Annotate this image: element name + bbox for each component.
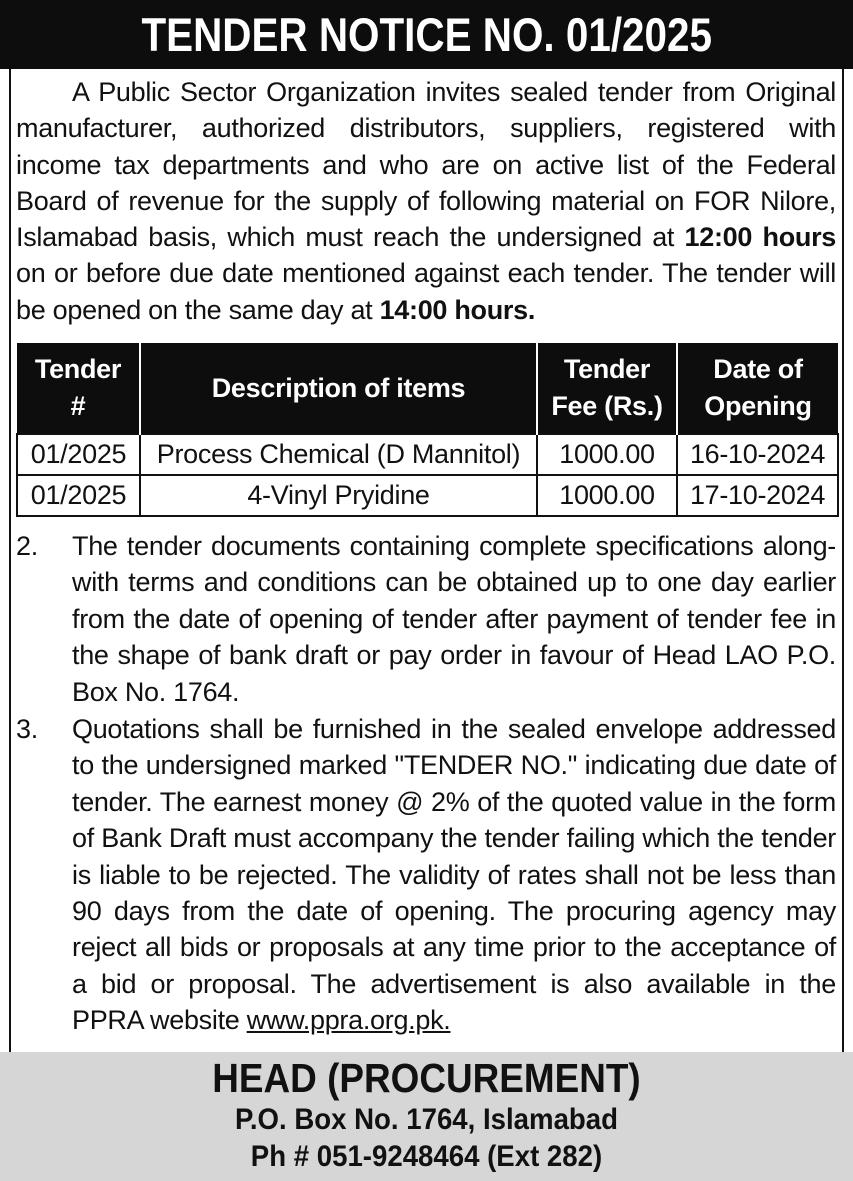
header-tender-fee: [537, 343, 677, 434]
cell-fee: 1000.00: [537, 434, 677, 475]
clause-2-text: The tender documents containing complete specifications along-with terms and conditions can be obtained up to one day earlier from the date of opening of tender after payment of tender fee in the shape of bank draft or pay order in favour of Head LAO P.O. Box No. 1764.: [72, 531, 836, 707]
office-title: HEAD (PROCUREMENT): [212, 1055, 641, 1101]
header-tender-no-line2: #: [70, 391, 86, 421]
cell-tender-no: 01/2025: [17, 434, 140, 475]
cell-tender-no: 01/2025: [17, 475, 140, 516]
cell-description: 4-Vinyl Pryidine: [140, 475, 537, 516]
header-date-line1: Date of: [713, 354, 803, 384]
table-row: [17, 475, 838, 516]
office-phone: Ph # 051-9248464 (Ext 282): [250, 1140, 603, 1173]
tender-table: [16, 343, 839, 517]
office-address: P.O. Box No. 1764, Islamabad: [234, 1103, 618, 1136]
table-row: [17, 434, 838, 475]
table-header-row: [17, 343, 838, 434]
intro-text-2: on or before due date mentioned against each tender. The tender will be opened on the same day at: [16, 258, 836, 325]
header-description: [140, 343, 537, 434]
cell-opening-date: 16-10-2024: [677, 434, 838, 475]
cell-opening-date: 17-10-2024: [677, 475, 838, 516]
notice-title: TENDER NOTICE NO. 01/2025: [141, 8, 712, 61]
clause-2: [16, 528, 836, 710]
clause-3: [16, 711, 836, 1039]
opening-time: 14:00 hours.: [379, 294, 536, 325]
intro-paragraph: [16, 74, 836, 328]
clause-3-body: [72, 711, 836, 1039]
deadline-time: 12:00 hours: [684, 222, 837, 253]
cell-description: Process Chemical (D Mannitol): [140, 434, 537, 475]
intro-text-1: A Public Sector Organization invites sealed tender from Original manufacturer, authorized distributors, suppliers, registered with income tax departments and who are on active list of the Federal Board of revenue for the supply of following material on FOR Nilore, Islamabad basis, which must reach the undersigned at: [16, 77, 836, 253]
header-description-label: Description of items: [211, 372, 466, 403]
contact-footer: [0, 1052, 853, 1181]
header-fee-line1: Tender: [563, 354, 651, 384]
header-date-line2: Opening: [704, 391, 812, 421]
clause-3-number: 3.: [16, 714, 38, 744]
header-tender-no: [17, 343, 140, 434]
cell-fee: 1000.00: [537, 475, 677, 516]
clause-2-number: 2.: [16, 531, 38, 561]
ppra-website-link[interactable]: www.ppra.org.pk.: [246, 1005, 451, 1036]
header-tender-no-line1: Tender: [34, 354, 122, 384]
clause-3-text: Quotations shall be furnished in the sealed envelope addressed to the undersigned marked "TENDER NO." indicating due date of tender. The earnest money @ 2% of the quoted value in the form of Bank Draft must accompany the tender failing which the tender is liable to be rejected. The validity of rates shall not be less than 90 days from the date of opening. The procuring agency may reject all bids or proposals at any time prior to the acceptance of a bid or proposal. The advertisement is also available in the PPRA website: [72, 714, 836, 1036]
title-banner: [0, 0, 853, 69]
header-fee-line2: Fee (Rs.): [551, 391, 663, 421]
header-opening-date: [677, 343, 838, 434]
